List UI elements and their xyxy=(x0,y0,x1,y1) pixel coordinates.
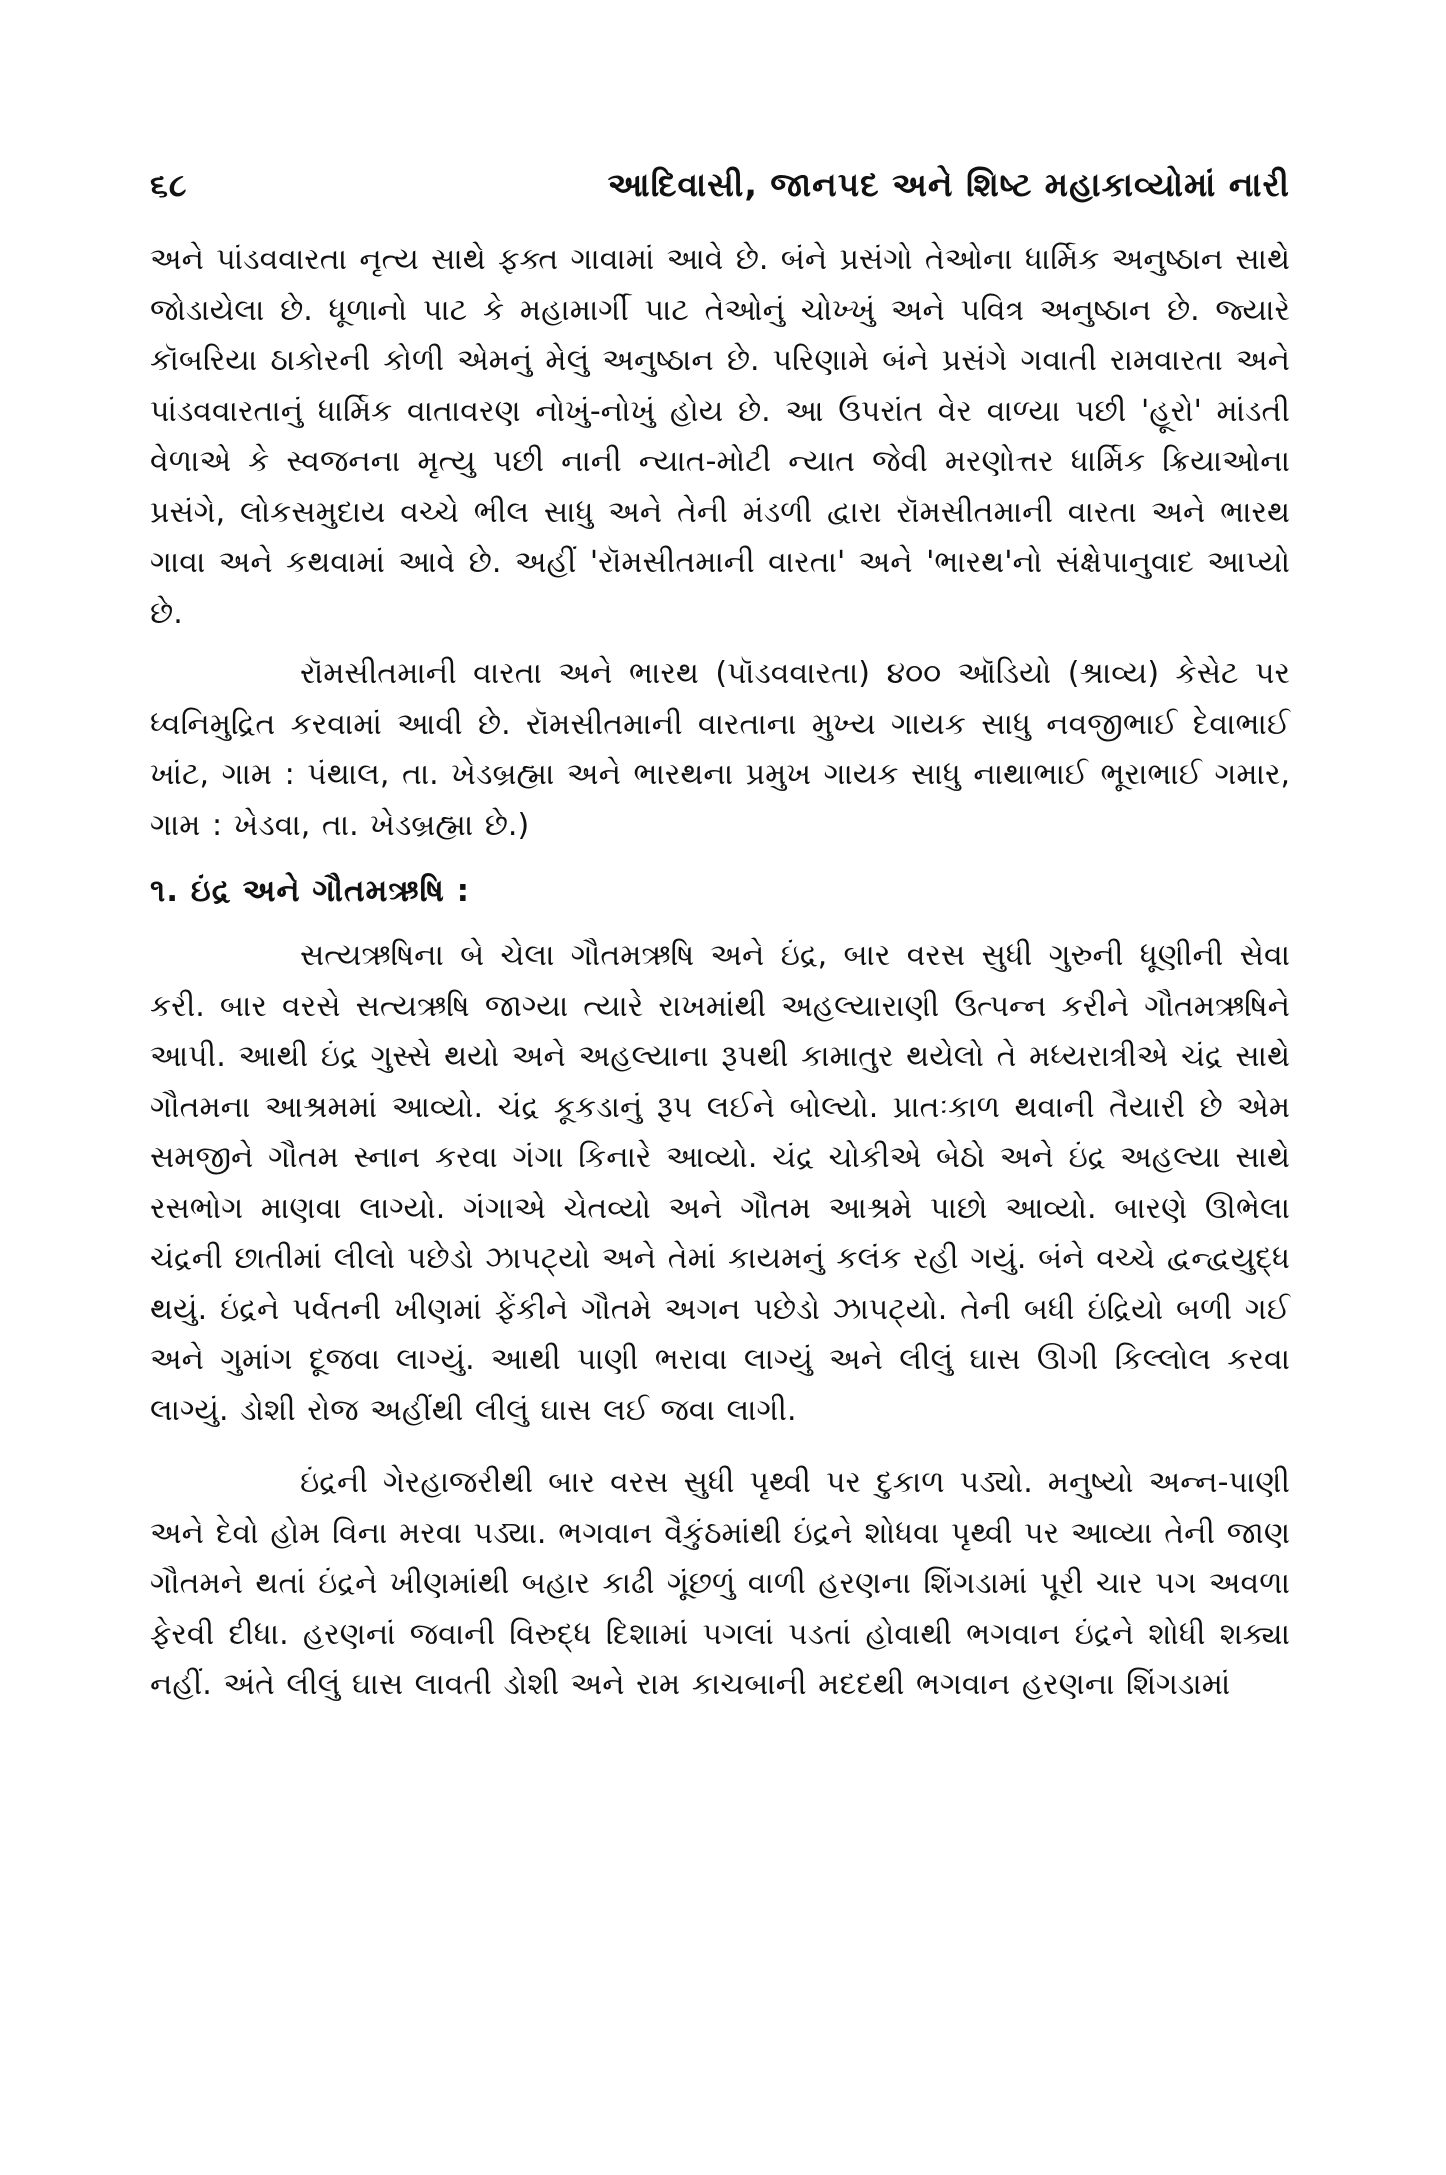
section-heading: ૧. ઇંદ્ર અને ગૌતમઋષિ : xyxy=(150,873,471,909)
paragraph-1: અને પાંડવવારતા નૃત્ય સાથે ફક્ત ગાવામાં આવે છે. બંને પ્રસંગો તેઓના ધાર્મિક અનુષ્ઠાન સાથે જોડાયેલા છે. ધૂળાનો પાટ કે મહામાર્ગી પાટ તેઓનું ચોખ્ખું અને પવિત્ર અનુષ્ઠાન છે. જ્યારે કૉબરિયા ઠાકોરની કોળી એમનું મેલું અનુષ્ઠાન છે. પરિણામે બંને પ્રસંગે ગવાતી રામવારતા અને પાંડવવારતાનું ધાર્મિક વાતાવરણ નોખું-નોખું હોય છે. આ ઉપરાંત વેર વાળ્યા પછી 'હૂરો' માંડતી વેળાએ કે સ્વજનના મૃત્યુ પછી નાની ન્યાત-મોટી ન્યાત જેવી મરણોત્તર ધાર્મિક ક્રિયાઓના પ્રસંગે, લોકસમુદાય વચ્ચે ભીલ સાધુ અને તેની મંડળી દ્વારા રૉમસીતમાની વારતા અને ભારથ ગાવા અને કથવામાં આવે છે. અહીં 'રૉમસીતમાની વારતા' અને 'ભારથ'નો સંક્ષેપાનુવાદ આપ્યો છે. xyxy=(150,242,1290,631)
running-title: આદિવાસી, જાનપદ અને શિષ્ટ મહાકાવ્યોમાં નારી xyxy=(607,165,1290,204)
paragraph-3: સત્યઋષિના બે ચેલા ગૌતમઋષિ અને ઇંદ્ર, બાર વરસ સુધી ગુરુની ધૂણીની સેવા કરી. બાર વરસે સત્યઋષિ જાગ્યા ત્યારે રાખમાંથી અહલ્યારાણી ઉત્પન્ન કરીને ગૌતમઋષિને આપી. આથી ઇંદ્ર ગુસ્સે થયો અને અહલ્યાના રૂપથી કામાતુર થયેલો તે મધ્યરાત્રીએ ચંદ્ર સાથે ગૌતમના આશ્રમમાં આવ્યો. ચંદ્ર કૂકડાનું રૂપ લઈને બોલ્યો. પ્રાતઃકાળ થવાની તૈયારી છે એમ સમજીને ગૌતમ સ્નાન કરવા ગંગા કિનારે આવ્યો. ચંદ્ર ચોકીએ બેઠો અને ઇંદ્ર અહલ્યા સાથે રસભોગ માણવા લાગ્યો. ગંગાએ ચેતવ્યો અને ગૌતમ આશ્રમે પાછો આવ્યો. બારણે ઊભેલા ચંદ્રની છાતીમાં લીલો પછેડો ઝાપટ્યો અને તેમાં કાયમનું કલંક રહી ગયું. બંને વચ્ચે દ્વન્દ્વયુદ્ધ થયું. ઇંદ્રને પર્વતની ખીણમાં ફેંકીને ગૌતમે અગન પછેડો ઝાપટ્યો. તેની બધી ઇંદ્રિયો બળી ગઈ અને ગુમાંગ દૂજવા લાગ્યું. આથી પાણી ભરાવા લાગ્યું અને લીલું ઘાસ ઊગી કિલ્લોલ કરવા લાગ્યું. ડોશી રોજ અહીંથી લીલું ઘાસ લઈ જવા લાગી. xyxy=(150,938,1290,1428)
page-number: ૬૮ xyxy=(150,166,188,204)
running-header xyxy=(150,165,1290,235)
book-page xyxy=(150,165,1290,2065)
paragraph-2: રૉમસીતમાની વારતા અને ભારથ (પૉડવવારતા) ૪૦૦ ઑડિયો (શ્રાવ્ય) કેસેટ પર ધ્વનિમુદ્રિત કરવામાં આવી છે. રૉમસીતમાની વારતાના મુખ્ય ગાયક સાધુ નવજીભાઈ દેવાભાઈ ખાંટ, ગામ : પંથાલ, તા. ખેડબ્રહ્મા અને ભારથના પ્રમુખ ગાયક સાધુ નાથાભાઈ ભૂરાભાઈ ગમાર, ગામ : ખેડવા, તા. ખેડબ્રહ્મા છે.) xyxy=(150,656,1290,843)
paragraph-4: ઇંદ્રની ગેરહાજરીથી બાર વરસ સુધી પૃથ્વી પર દુકાળ પડ્યો. મનુષ્યો અન્ન-પાણી અને દેવો હોમ વિના મરવા પડ્યા. ભગવાન વૈકુંઠમાંથી ઇંદ્રને શોધવા પૃથ્વી પર આવ્યા તેની જાણ ગૌતમને થતાં ઇંદ્રને ખીણમાંથી બહાર કાઢી ગૂંછળું વાળી હરણના શિંગડામાં પૂરી ચાર પગ અવળા ફેરવી દીધા. હરણનાં જવાની વિરુદ્ધ દિશામાં પગલાં પડતાં હોવાથી ભગવાન ઇંદ્રને શોધી શક્યા નહીં. અંતે લીલું ઘાસ લાવતી ડોશી અને રામ કાચબાની મદદથી ભગવાન હરણના શિંગડામાં xyxy=(150,1465,1290,1702)
